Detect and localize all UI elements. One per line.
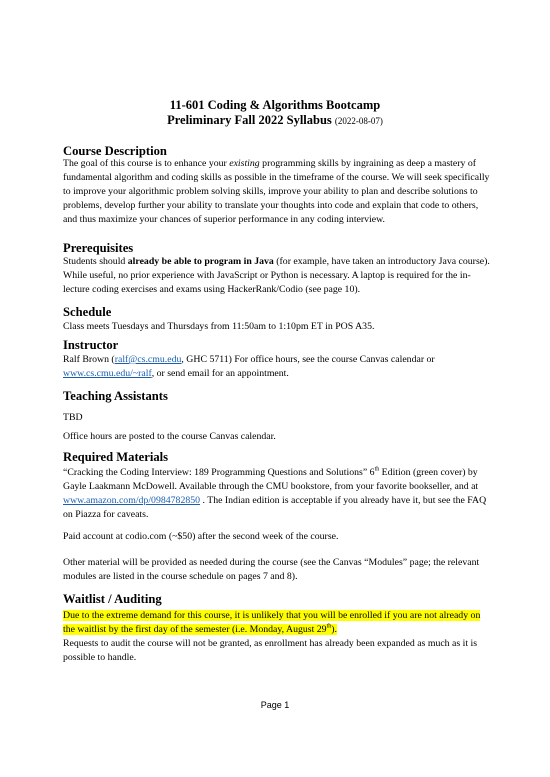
section-heading-instructor: Instructor	[63, 338, 119, 352]
textbook-text: “Cracking the Coding Interview: 189 Programming Questions and Solutions” 6th Edition (green cover) by Gayle Laakmann McDowell. Available through the CMU bookstore, from your favorite bookseller, and at www.amazon.com/dp/0984782850 . The Indian edition is acceptable if you already have it, but see the FAQ on Piazza for caveats.	[63, 466, 487, 520]
syllabus-date: (2022-08-07)	[334, 116, 383, 126]
section-heading-prerequisites: Prerequisites	[63, 241, 134, 255]
waitlist-highlighted-notice: Due to the extreme demand for this course, it is unlikely that you will be enrolled if you are not already on the waitlist by the first day of the semester (i.e. Monday, August 29th).	[63, 610, 481, 635]
prerequisites-text: Students should already be able to program in Java (for example, have taken an introductory Java course). While useful, no prior experience with JavaScript or Python is necessary. A laptop is required for the in-lecture coding exercises and exams using HackerRank/Codio (see page 10).	[63, 256, 490, 295]
textbook-amazon-link[interactable]: www.amazon.com/dp/0984782850	[63, 495, 201, 506]
section-heading-waitlist-auditing: Waitlist / Auditing	[63, 592, 162, 606]
prerequisite-java-bold: already be able to program in Java	[127, 256, 274, 267]
section-heading-course-description: Course Description	[63, 144, 167, 158]
section-heading-schedule: Schedule	[63, 305, 112, 319]
instructor-homepage-link[interactable]: www.cs.cmu.edu/~ralf	[63, 368, 152, 379]
audit-policy-text: Requests to audit the course will not be granted, as enrollment has already been expanded as much as it is possible to handle.	[63, 638, 478, 663]
syllabus-title: Preliminary Fall 2022 Syllabus	[167, 113, 332, 127]
ta-office-hours: Office hours are posted to the course Canvas calendar.	[63, 431, 276, 442]
schedule-text: Class meets Tuesdays and Thursdays from 11:50am to 1:10pm ET in POS A35.	[63, 321, 375, 332]
waitlist-text	[63, 609, 493, 665]
document-title	[0, 97, 550, 113]
section-heading-teaching-assistants: Teaching Assistants	[63, 389, 168, 403]
section-heading-required-materials: Required Materials	[63, 450, 169, 464]
instructor-email-link[interactable]: ralf@cs.cmu.edu	[114, 354, 182, 365]
emphasis-existing: existing	[229, 158, 260, 169]
ta-names: TBD	[63, 412, 83, 423]
course-title: 11-601 Coding & Algorithms Bootcamp	[169, 98, 381, 112]
instructor-text: Ralf Brown (ralf@cs.cmu.edu, GHC 5711) For office hours, see the course Canvas calendar or www.cs.cmu.edu/~ralf, or send email for an appointment.	[63, 354, 435, 379]
other-materials-text: Other material will be provided as needed during the course (see the Canvas “Modules” page; the relevant modules are listed in the course schedule on pages 7 and 8).	[63, 557, 480, 582]
codio-requirement-text: Paid account at codio.com (~$50) after the second week of the course.	[63, 531, 339, 542]
course-description-text: The goal of this course is to enhance your existing programming skills by ingraining as deep a mastery of fundamental algorithm and coding skills as possible in the timeframe of the course. We will seek specifically to improve your algorithmic problem solving skills, improve your ability to plan and describe solutions to problems, develop further your ability to translate your thoughts into code and explain that code to others, and thus maximize your chances of superior performance in any coding interview.	[63, 158, 490, 225]
page-number: Page 1	[260, 700, 290, 710]
document-subtitle	[0, 112, 550, 129]
